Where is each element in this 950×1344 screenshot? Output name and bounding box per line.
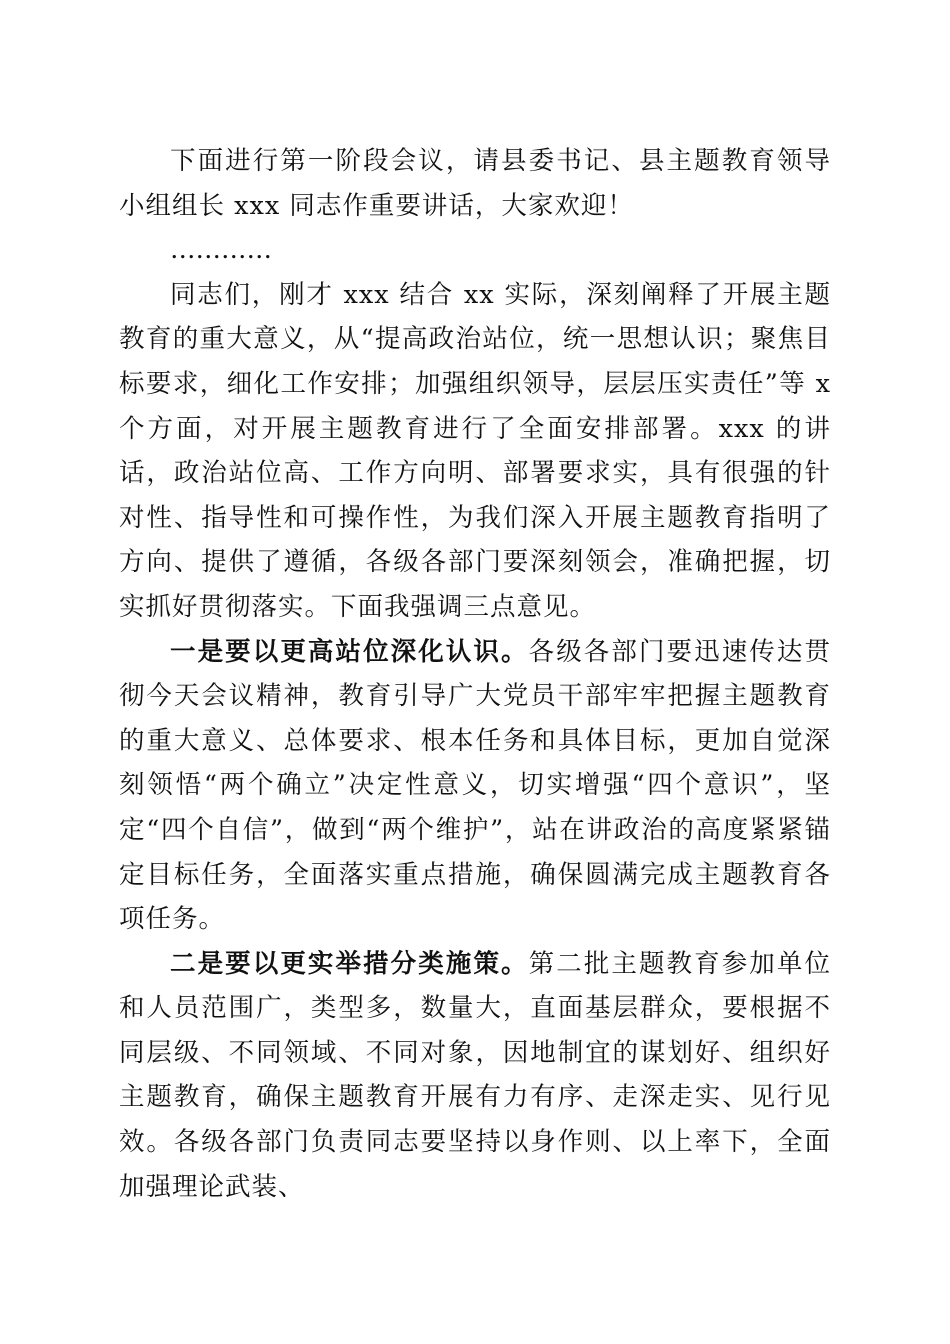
- paragraph-intro: 下面进行第一阶段会议，请县委书记、县主题教育领导小组组长 xxx 同志作重要讲话，大家欢迎！: [119, 146, 831, 221]
- point-one-heading: 一是要以更高站位深化认识。: [170, 636, 529, 667]
- point-two-heading: 二是要以更实举措分类施策。: [170, 948, 529, 979]
- point-two-body: 第二批主题教育参加单位和人员范围广，类型多，数量大，直面基层群众，要根据不同层级、不同领域、不同对象，因地制宜的谋划好、组织好主题教育，确保主题教育开展有力有序、走深走实、见行见效。各级各部门负责同志要坚持以身作则、以上率下，全面加强理论武装、: [119, 948, 831, 1202]
- paragraph-point-two: [119, 942, 831, 1210]
- paragraph-ellipsis: …………: [170, 235, 272, 266]
- document-body: [119, 139, 831, 1209]
- point-one-body: 各级各部门要迅速传达贯彻今天会议精神，教育引导广大党员干部牢牢把握主题教育的重大意义、总体要求、根本任务和具体目标，更加自觉深刻领悟“两个确立”决定性意义，切实增强“四个意识”，坚定“四个自信”，做到“两个维护”，站在讲政治的高度紧紧锚定目标任务，全面落实重点措施，确保圆满完成主题教育各项任务。: [119, 636, 831, 935]
- paragraph-summary: 同志们，刚才 xxx 结合 xx 实际，深刻阐释了开展主题教育的重大意义，从“提高政治站位，统一思想认识；聚焦目标要求，细化工作安排；加强组织领导，层层压实责任”等 x 个方面，对开展主题教育进行了全面安排部署。xxx 的讲话，政治站位高、工作方向明、部署要求实，具有很强的针对性、指导性和可操作性，为我们深入开展主题教育指明了方向、提供了遵循，各级各部门要深刻领会，准确把握，切实抓好贯彻落实。下面我强调三点意见。: [119, 279, 831, 622]
- paragraph-point-one: [119, 630, 831, 942]
